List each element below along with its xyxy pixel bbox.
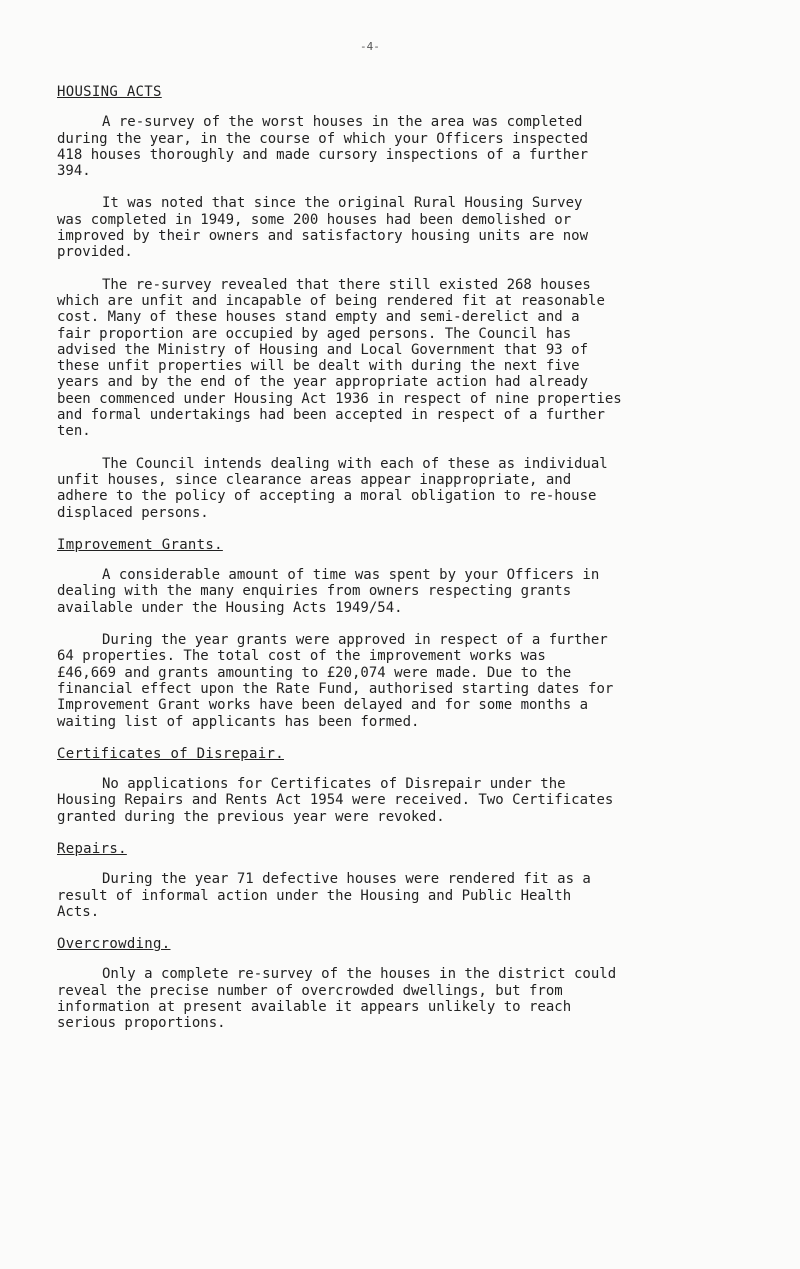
document-body: [57, 84, 777, 1048]
paragraph: It was noted that since the original Rural Housing Survey was completed in 1949, some 200 houses had been demolished or improved by their owners and satisfactory housing units are now provided.: [57, 195, 589, 261]
paragraph: During the year 71 defective houses were rendered fit as a result of informal action under the Housing and Public Health Acts.: [57, 871, 591, 920]
paragraph: A considerable amount of time was spent by your Officers in dealing with the many enquiries from owners respecting grants available under the Housing Acts 1949/54.: [57, 567, 600, 616]
paragraph: A re-survey of the worst houses in the area was completed during the year, in the course of which your Officers inspected 418 houses thoroughly and made cursory inspections of a further 394.: [57, 114, 589, 180]
section-overcrowding: [57, 936, 777, 1031]
section-improvement-grants: [57, 537, 777, 730]
paragraph: The Council intends dealing with each of these as individual unfit houses, since clearance areas appear inappropriate, and adhere to the policy of accepting a moral obligation to re-house displaced persons.: [57, 455, 608, 521]
section-housing-acts: [57, 84, 777, 521]
paragraph: No applications for Certificates of Disrepair under the Housing Repairs and Rents Act 1954 were received. Two Certificates granted during the previous year were revoked.: [57, 776, 614, 825]
section-certificates-of-disrepair: [57, 746, 777, 825]
section-repairs: [57, 841, 777, 920]
section-heading: HOUSING ACTS: [57, 84, 162, 100]
section-heading: Certificates of Disrepair.: [57, 745, 284, 762]
paragraph: During the year grants were approved in respect of a further 64 properties. The total cost of the improvement works was £46,669 and grants amounting to £20,074 were made. Due to the financial effect upon the Rate Fund, authorised starting dates for Improvement Grant works have been delayed and for some months a waiting list of applicants has been formed.: [57, 632, 614, 730]
page-number: -4-: [360, 40, 380, 53]
paragraph: Only a complete re-survey of the houses in the district could reveal the precise number of overcrowded dwellings, but from information at present available it appears unlikely to reach serious proportions.: [57, 966, 617, 1032]
section-heading: Improvement Grants.: [57, 536, 223, 553]
paragraph: The re-survey revealed that there still existed 268 houses which are unfit and incapable of being rendered fit at reasonable cost. Many of these houses stand empty and semi-derelict and a fair proportion are occupied by aged persons. The Council has advised the Ministry of Housing and Local Government that 93 of these unfit properties will be dealt with during the next five years and by the end of the year appropriate action had already been commenced under Housing Act 1936 in respect of nine properties and formal undertakings had been accepted in respect of a further ten.: [57, 276, 622, 440]
section-heading: Overcrowding.: [57, 936, 171, 953]
section-heading: Repairs.: [57, 840, 127, 857]
